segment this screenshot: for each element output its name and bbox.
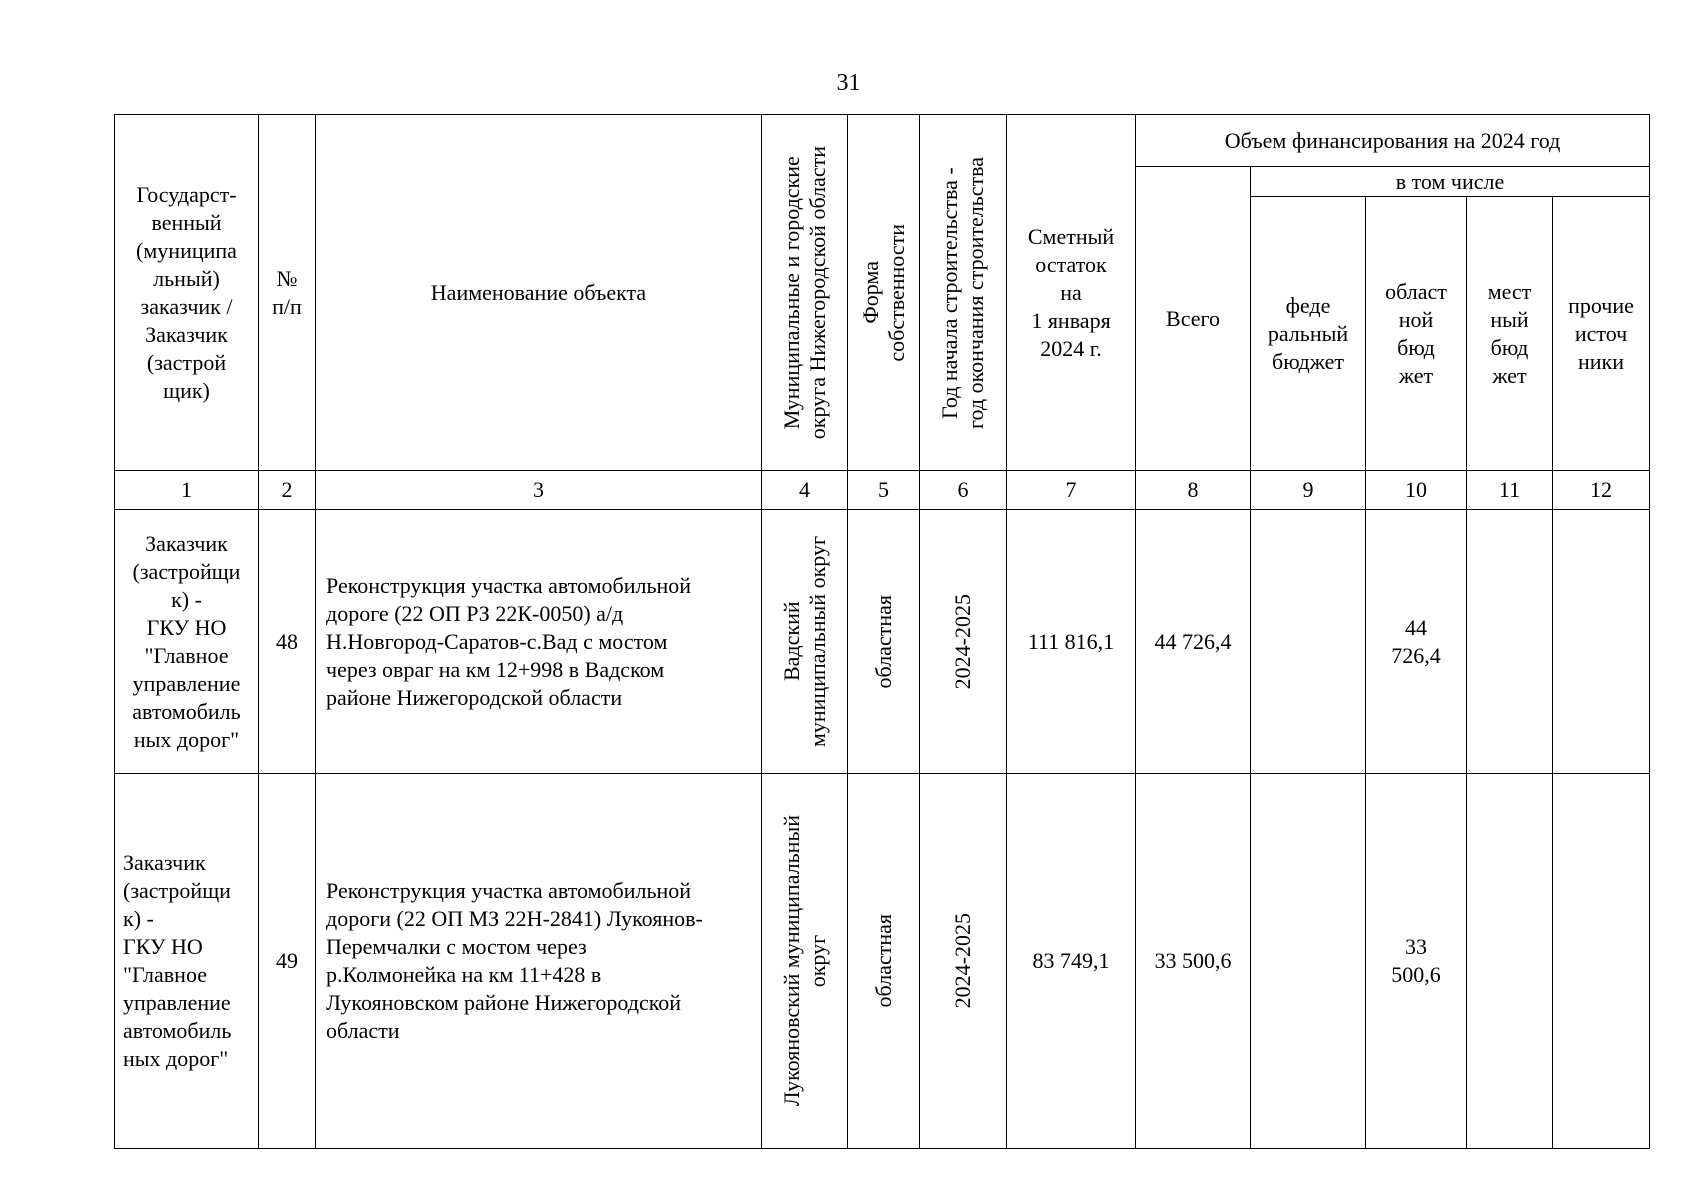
page-number: 31 [836, 70, 861, 96]
row-number: 49 [259, 774, 316, 1149]
row-object-name: Реконструкция участка автомобильной дороге (22 ОП РЗ 22К-0050) а/д Н.Новгород-Саратов-с.Вад с мостом через овраг на км 12+998 в Вадском районе Нижегородской области [316, 510, 762, 774]
column-number: 6 [920, 471, 1007, 510]
row-ownership [848, 774, 920, 1149]
column-number: 2 [259, 471, 316, 510]
column-numbers-row [115, 471, 1650, 510]
row-federal [1251, 774, 1366, 1149]
header-years-text: Год начала строительства - год окончания строительства [937, 156, 988, 429]
header-client: Государст- венный (муниципа льный) заказчик / Заказчик (застрой щик) [115, 115, 259, 471]
column-number: 12 [1553, 471, 1650, 510]
header-district [762, 115, 848, 471]
row-years-text: 2024-2025 [950, 593, 975, 690]
row-total: 33 500,6 [1136, 774, 1251, 1149]
row-balance: 83 749,1 [1007, 774, 1136, 1149]
header-number: № п/п [259, 115, 316, 471]
column-number: 7 [1007, 471, 1136, 510]
header-object-name: Наименование объекта [316, 115, 762, 471]
row-client: Заказчик (застройщи к) - ГКУ НО "Главное управление автомобиль ных дорог" [115, 774, 259, 1149]
row-regional: 33 500,6 [1366, 774, 1467, 1149]
table-row [115, 510, 1650, 774]
row-years [920, 510, 1007, 774]
header-estimated-balance: Сметный остаток на 1 января 2024 г. [1007, 115, 1136, 471]
row-number: 48 [259, 510, 316, 774]
row-balance: 111 816,1 [1007, 510, 1136, 774]
column-number: 4 [762, 471, 848, 510]
table-row [115, 774, 1650, 1149]
row-regional: 44 726,4 [1366, 510, 1467, 774]
header-ownership [848, 115, 920, 471]
row-other [1553, 510, 1650, 774]
column-number: 3 [316, 471, 762, 510]
row-other [1553, 774, 1650, 1149]
row-local [1467, 774, 1553, 1149]
header-district-text: Муниципальные и городские округа Нижегородской области [778, 145, 830, 440]
row-years-text: 2024-2025 [950, 913, 975, 1009]
row-years [920, 774, 1007, 1149]
column-number: 9 [1251, 471, 1366, 510]
header-regional: област ной бюд жет [1366, 197, 1467, 471]
row-local [1467, 510, 1553, 774]
column-number: 10 [1366, 471, 1467, 510]
construction-objects-table [114, 114, 1650, 1149]
row-ownership-text: областная [870, 914, 896, 1008]
header-years [920, 115, 1007, 471]
header-including: в том числе [1251, 167, 1650, 197]
column-number: 1 [115, 471, 259, 510]
row-client: Заказчик (застройщи к) - ГКУ НО "Главное управление автомобиль ных дорог" [115, 510, 259, 774]
row-district-text: Лукояновский муниципальный округ [778, 815, 830, 1107]
row-district-text: Вадский муниципальный округ [778, 535, 830, 747]
column-number: 11 [1467, 471, 1553, 510]
header-federal: феде ральный бюджет [1251, 197, 1366, 471]
header-other: прочие источ ники [1553, 197, 1650, 471]
row-district [762, 774, 848, 1149]
row-ownership-text: областная [870, 594, 896, 689]
header-funding: Объем финансирования на 2024 год [1136, 115, 1650, 167]
row-ownership [848, 510, 920, 774]
header-ownership-text: Форма собственности [857, 223, 909, 362]
row-federal [1251, 510, 1366, 774]
row-district [762, 510, 848, 774]
header-local: мест ный бюд жет [1467, 197, 1553, 471]
header-total: Всего [1136, 167, 1251, 471]
column-number: 5 [848, 471, 920, 510]
row-total: 44 726,4 [1136, 510, 1251, 774]
column-number: 8 [1136, 471, 1251, 510]
header-row-1 [115, 115, 1650, 167]
row-object-name: Реконструкция участка автомобильной дороги (22 ОП МЗ 22Н-2841) Лукоянов- Перемчалки с мостом через р.Колмонейка на км 11+428 в Лукояновском районе Нижегородской области [316, 774, 762, 1149]
